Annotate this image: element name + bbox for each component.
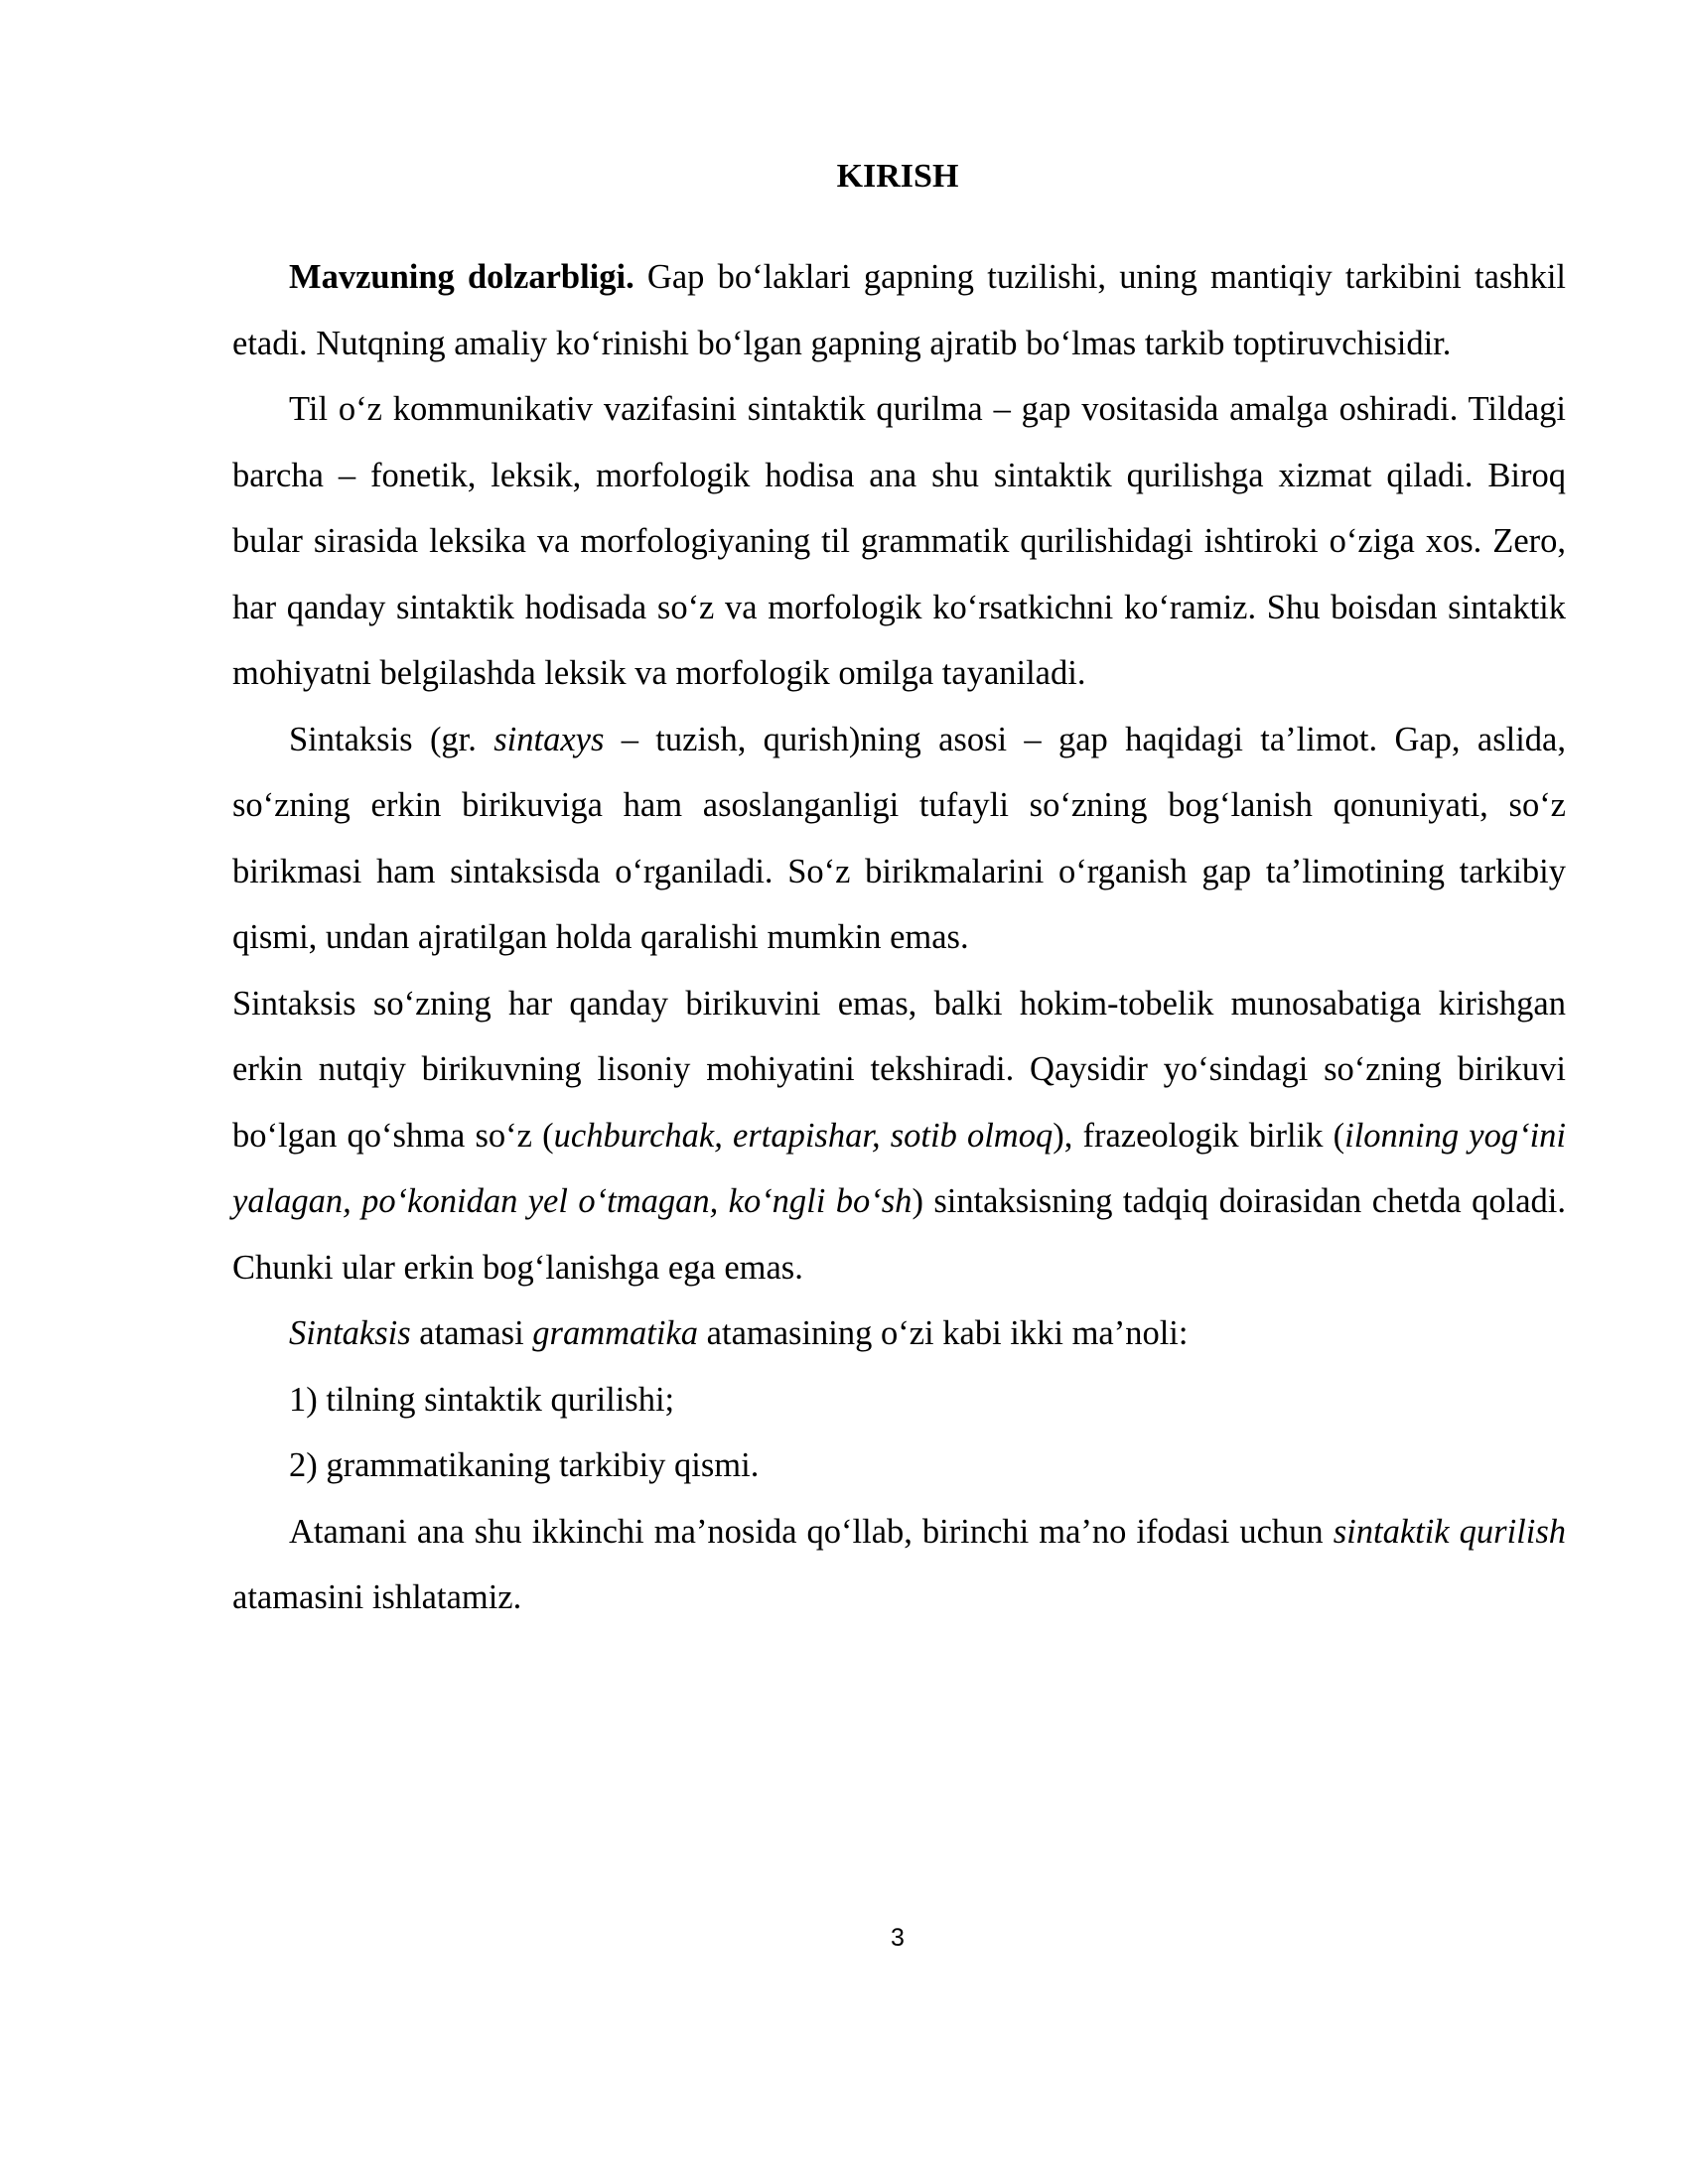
syntax-scope-text-1: Sintaksis so‘zning har qanday birikuvini emas, balki hokim-tobelik munosabatiga kirishgan erkin nutqiy birikuvning lisoniy mohiyatini tekshiradi. Qaysidir yo‘sindagi so‘zning birikuvi bo‘lgan qo‘shma so‘z ( (232, 984, 1566, 1155)
list-item: 2) grammatikaning tarkibiy qismi. (289, 1446, 760, 1484)
syntax-definition-text-2: – tuzish, qurish)ning asosi – gap haqidagi ta’limot. Gap, aslida, so‘zning erkin birikuviga ham asoslanganligi tufayli so‘zning bog‘lanish qonuniyati, so‘z birikmasi ham sintaksisda o‘rganiladi. So‘z birikmalarini o‘rganish gap ta’limotining tarkibiy qismi, undan ajratilgan holda qaralishi mumkin emas. (232, 720, 1566, 956)
page-number: 3 (891, 1924, 905, 1952)
syntax-scope-text-3: ) sintaksisning tadqiq doirasidan chetda qoladi. Chunki ular erkin bog‘lanishga ega emas. (232, 1182, 1566, 1287)
two-meanings-text-2: atamasining o‘zi kabi ikki ma’noli: (698, 1314, 1189, 1352)
syntax-etymology-term: sintaxys (493, 720, 605, 758)
term-usage-text-2: atamasini ishlatamiz. (232, 1578, 522, 1616)
page-title: KIRISH (836, 158, 959, 195)
term-sintaksis: Sintaksis (289, 1314, 411, 1352)
paragraph-term-usage (232, 1499, 1566, 1631)
relevance-lead: Mavzuning dolzarbligi. (289, 258, 634, 296)
two-meanings-text-1: atamasi (410, 1314, 533, 1352)
compound-word-examples: uchburchak, ertapishar, sotib olmoq (553, 1116, 1054, 1155)
paragraph-syntax-definition (232, 707, 1566, 971)
document-body (232, 244, 1566, 1631)
term-usage-text-1: Atamani ana shu ikkinchi ma’nosida qo‘llab, birinchi ma’no ifodasi uchun (289, 1512, 1334, 1551)
paragraph-relevance (232, 244, 1566, 376)
paragraph-syntax-scope (232, 971, 1566, 1301)
paragraph-two-meanings (232, 1300, 1566, 1367)
relevance-text: Gap bo‘laklari gapning tuzilishi, uning mantiqiy tarkibini tashkil etadi. Nutqning amaliy ko‘rinishi bo‘lgan gapning ajratib bo‘lmas tarkib toptiruvchisidir. (232, 258, 1566, 362)
term-grammatika: grammatika (532, 1314, 699, 1352)
term-sintaktik-qurilish: sintaktik qurilish (1333, 1512, 1567, 1551)
syntax-definition-text-1: Sintaksis (gr. (289, 720, 494, 758)
phraseology-examples: ilonning yog‘ini yalagan, po‘konidan yel o‘tmagan, ko‘ngli bo‘sh (232, 1116, 1567, 1220)
list-item: 1) tilning sintaktik qurilishi; (289, 1380, 675, 1419)
paragraph-communicative-function: Til o‘z kommunikativ vazifasini sintaktik qurilma – gap vositasida amalga oshiradi. Tildagi barcha – fonetik, leksik, morfologik hodisa ana shu sintaktik qurilishga xizmat qiladi. Biroq bular sirasida leksika va morfologiyaning til grammatik qurilishidagi ishtiroki o‘ziga xos. Zero, har qanday sintaktik hodisada so‘z va morfologik ko‘rsatkichni ko‘ramiz. Shu boisdan sintaktik mohiyatni belgilashda leksik va morfologik omilga tayaniladi. (232, 390, 1566, 692)
syntax-scope-text-2: ), frazeologik birlik ( (1053, 1116, 1345, 1155)
